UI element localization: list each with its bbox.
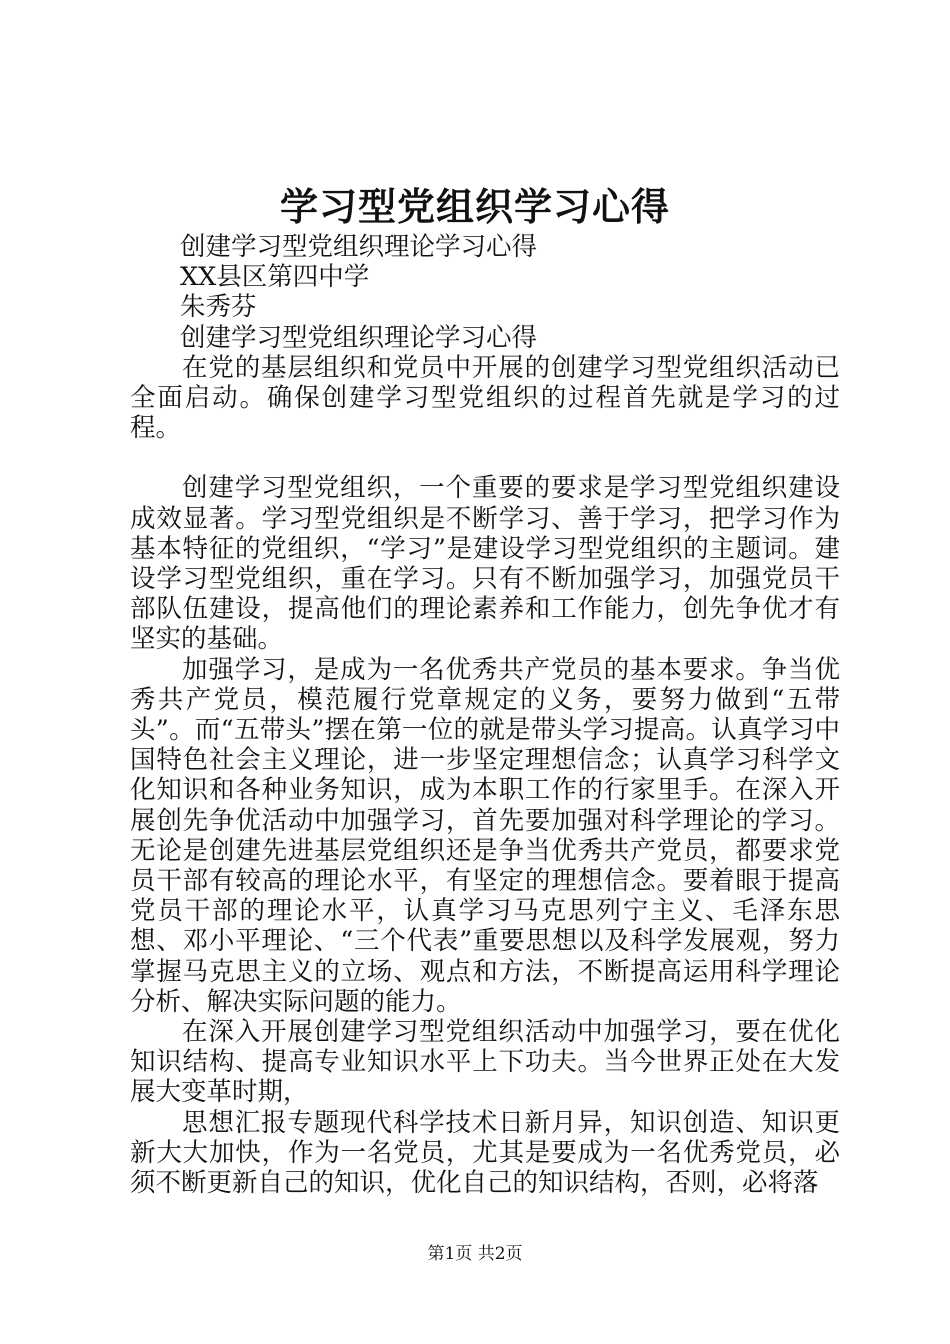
page-title: 学习型党组织学习心得: [279, 184, 670, 229]
paragraph-spacer: [130, 443, 840, 473]
subtitle-line: 创建学习型党组织理论学习心得: [180, 232, 538, 262]
school-line: XX县区第四中学: [180, 262, 370, 293]
paragraph-intro: 在党的基层组织和党员中开展的创建学习型党组织活动已全面启动。确保创建学习型党组织的过程首先就是学习的过程。: [130, 352, 840, 444]
subtitle-repeat-line: 创建学习型党组织理论学习心得: [180, 322, 538, 353]
document-body: [130, 232, 840, 1198]
paragraph-3: 加强学习，是成为一名优秀共产党员的基本要求。争当优秀共产党员，模范履行党章规定的义务，要努力做到“五带头”。而“五带头”摆在第一位的就是带头学习提高。认真学习中国特色社会主义理论，进一步坚定理想信念；认真学习科学文化知识和各种业务知识，成为本职工作的行家里手。在深入开展创先争优活动中加强学习，首先要加强对科学理论的学习。无论是创建先进基层党组织还是争当优秀共产党员，都要求党员干部有较高的理论水平，有坚定的理想信念。要着眼于提高党员干部的理论水平，认真学习马克思列宁主义、毛泽东思想、邓小平理论、“三个代表”重要思想以及科学发展观，努力掌握马克思主义的立场、观点和方法，不断提高运用科学理论分析、解决实际问题的能力。: [130, 654, 840, 1017]
page-footer: 第1页 共2页: [427, 1244, 523, 1264]
paragraph-5: 思想汇报专题现代科学技术日新月异，知识创造、知识更新大大加快，作为一名党员，尤其是要成为一名优秀党员，必须不断更新自己的知识，优化自己的知识结构，否则，必将落: [130, 1107, 840, 1199]
paragraph-2: 创建学习型党组织，一个重要的要求是学习型党组织建设成效显著。学习型党组织是不断学习、善于学习，把学习作为基本特征的党组织，“学习”是建设学习型党组织的主题词。建设学习型党组织，重在学习。只有不断加强学习，加强党员干部队伍建设，提高他们的理论素养和工作能力，创先争优才有坚实的基础。: [130, 473, 840, 655]
paragraph-4: 在深入开展创建学习型党组织活动中加强学习，要在优化知识结构、提高专业知识水平上下功夫。当今世界正处在大发展大变革时期，: [130, 1017, 840, 1108]
author-line: 朱秀芬: [180, 292, 257, 323]
